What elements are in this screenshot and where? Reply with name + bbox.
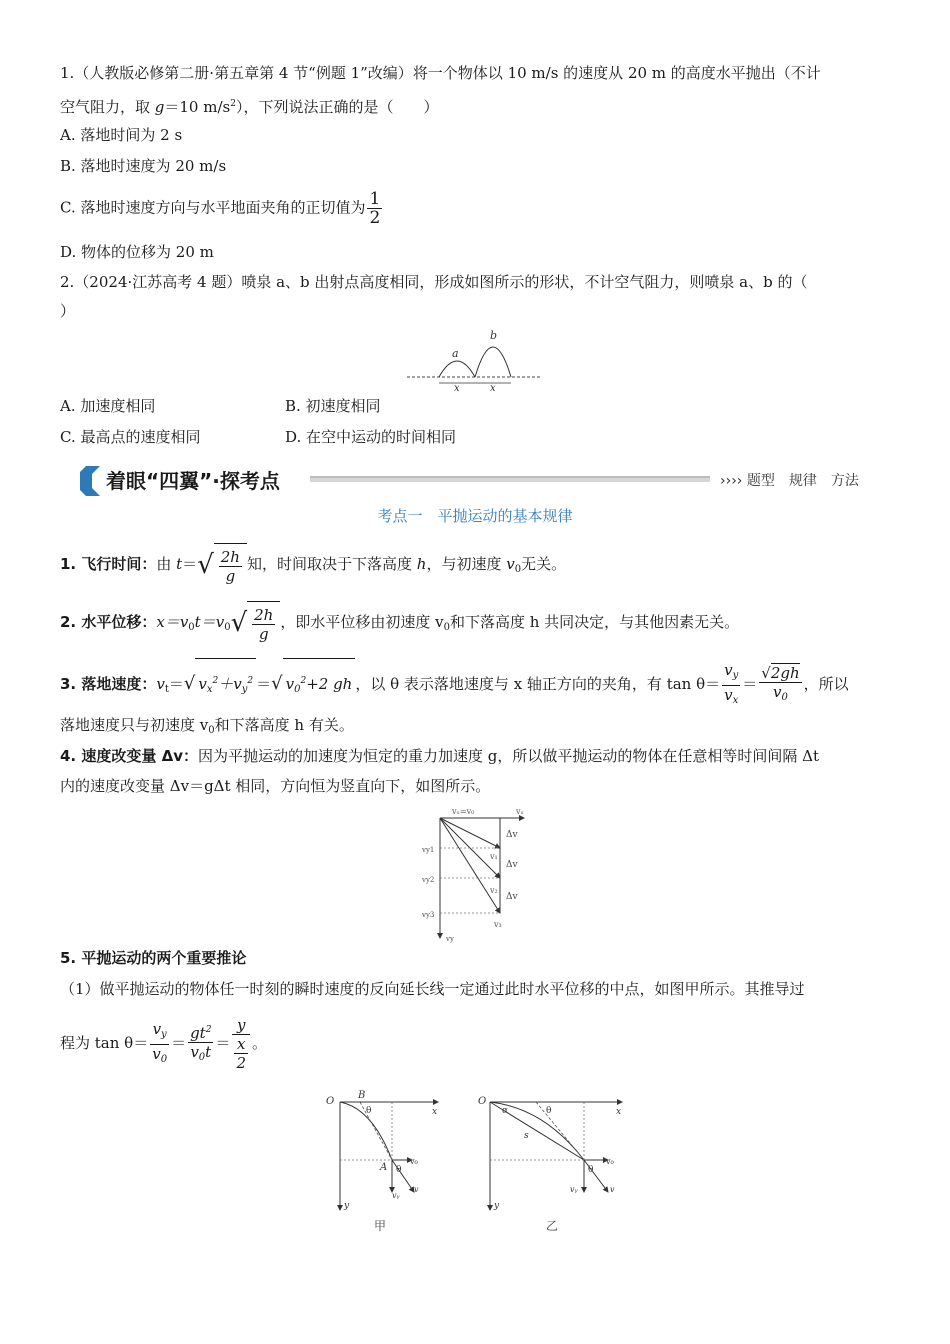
p3-t5: ＝ bbox=[742, 675, 758, 693]
p1-label: 1. 飞行时间： bbox=[60, 555, 157, 573]
p3-line2 bbox=[60, 714, 354, 742]
p4-t1: 因为平抛运动的加速度为恒定的重力加速度 g，所以做平抛运动的物体在任意相等时间间隔 Δt bbox=[197, 747, 819, 765]
label-vy: vᵧ bbox=[392, 1191, 400, 1200]
p3-rad2p: 2 bbox=[300, 676, 307, 686]
p1-t2: 知，时间取决于下落高度 bbox=[246, 555, 417, 573]
label-x1: x bbox=[454, 383, 460, 393]
label-a: a bbox=[452, 347, 459, 360]
label-x: x bbox=[616, 1107, 622, 1117]
p4-line2 bbox=[60, 775, 490, 797]
q1-stem-g: g bbox=[154, 98, 165, 116]
p4-label: 4. 速度改变量 Δv： bbox=[60, 747, 198, 765]
label-theta: θ bbox=[546, 1106, 552, 1116]
p5-l1: （1）做平抛运动的物体任一时刻的瞬时速度的反向延长线一定通过此时水平位移的中点，如图甲所示。其推导过 bbox=[60, 980, 805, 998]
p5-f1ds: 0 bbox=[160, 1053, 168, 1065]
fountain-a-arc bbox=[439, 361, 475, 377]
q2-option-b-text: B. 初速度相同 bbox=[285, 397, 381, 415]
q1-option-d-text: D. 物体的位移为 20 m bbox=[60, 243, 214, 261]
p1-sqrt: √ $\frac{2h}{g}$ bbox=[197, 542, 247, 588]
p5-label: 5. 平抛运动的两个重要推论 bbox=[60, 949, 247, 967]
p3-sqrt2: √ $v_0^2+2$ gh bbox=[271, 658, 355, 712]
q1-option-a[interactable] bbox=[60, 124, 182, 146]
p4-line1 bbox=[60, 745, 819, 767]
label-v: v bbox=[414, 1185, 419, 1194]
label-v: v bbox=[610, 1185, 615, 1194]
q2-option-c[interactable] bbox=[60, 426, 200, 447]
p2-t1: x＝v bbox=[156, 613, 189, 631]
p3-t1: v bbox=[156, 675, 165, 693]
p5-f1d: v bbox=[152, 1044, 161, 1063]
label-dv2: Δv bbox=[506, 860, 518, 870]
p1-var-t: t bbox=[176, 555, 183, 573]
p2-s1: 0 bbox=[188, 622, 195, 633]
p5-line2 bbox=[60, 1012, 267, 1074]
q1-stem-text1: 1.（人教版必修第二册·第五章第 4 节“例题 1”改编）将一个物体以 10 m/s 的速度从 20 m 的高度水平抛出（不计 bbox=[60, 64, 821, 82]
p5-f2dt: t bbox=[205, 1043, 212, 1061]
p3-rad1m: ＋v bbox=[218, 675, 242, 693]
p2-line bbox=[60, 600, 739, 644]
q1-option-b-text: B. 落地时速度为 20 m/s bbox=[60, 157, 227, 175]
q1-option-c[interactable] bbox=[60, 190, 384, 227]
p3-rad2: v bbox=[285, 675, 295, 693]
label-v0: v₀ bbox=[606, 1157, 614, 1166]
q2-stem-text2: ） bbox=[60, 302, 76, 320]
p3-l2: 落地速度只与初速度 v bbox=[60, 716, 209, 734]
q2-option-b[interactable] bbox=[285, 395, 381, 416]
p3-t3: ＝ bbox=[256, 675, 272, 693]
p5-f1ns: y bbox=[161, 1028, 167, 1040]
q2-stem-line2 bbox=[60, 300, 75, 322]
label-theta2: θ bbox=[588, 1165, 594, 1175]
p3-rad2s: 0 bbox=[294, 684, 301, 695]
p5-end: 。 bbox=[252, 1034, 268, 1052]
label-alpha: α bbox=[502, 1106, 509, 1116]
label-v2: v₂ bbox=[490, 886, 498, 895]
banner-bar-edge bbox=[310, 476, 710, 478]
q1-c-den: 2 bbox=[369, 208, 381, 228]
p3-f1d: v bbox=[724, 685, 733, 704]
banner-title: 着眼“四翼”·探考点 bbox=[106, 469, 280, 493]
q2-option-d[interactable] bbox=[285, 426, 456, 447]
label-vy1: vy1 bbox=[422, 846, 435, 854]
p1-frac bbox=[219, 548, 242, 585]
p3-t2: ＝ bbox=[168, 675, 184, 693]
p5-f2d: v bbox=[190, 1043, 199, 1061]
q1-stem-sup: 2 bbox=[230, 99, 236, 109]
q2-option-a-text: A. 加速度相同 bbox=[60, 397, 156, 415]
p3-l2b: 和下落高度 h 有关。 bbox=[214, 716, 354, 734]
p5-f2ds: 0 bbox=[198, 1052, 206, 1063]
q1-option-d[interactable] bbox=[60, 241, 214, 263]
q2-stem-line1 bbox=[60, 271, 808, 293]
p2-t4: 和下落高度 h 共同决定，与其他因素无关。 bbox=[449, 613, 740, 631]
p5-f2np: 2 bbox=[205, 1025, 212, 1035]
label-B: B bbox=[358, 1090, 366, 1101]
label-O: O bbox=[326, 1096, 335, 1107]
figure-caption-yi: 乙 bbox=[546, 1219, 559, 1233]
q2-option-d-text: D. 在空中运动的时间相同 bbox=[285, 428, 457, 446]
p1-h: h bbox=[416, 555, 427, 573]
p3-frac2: $\frac{√2gh}{v_0}$ bbox=[761, 663, 800, 703]
label-y: y bbox=[494, 1201, 500, 1211]
q1-c-num: 1 bbox=[369, 189, 381, 209]
p2-t2: t＝v bbox=[194, 613, 225, 631]
p3-rad2m: +2 gh bbox=[306, 675, 353, 693]
p5-f2n: gt bbox=[190, 1024, 206, 1042]
p5-figure-yi bbox=[474, 1088, 630, 1238]
p5-eq2: ＝ bbox=[215, 1034, 231, 1052]
tangent-extension bbox=[360, 1102, 392, 1160]
p3-f1ds: x bbox=[732, 694, 739, 706]
p1-t1: 由 bbox=[156, 555, 177, 573]
label-A: A bbox=[380, 1162, 388, 1173]
q1-stem-text2a: 空气阻力，取 bbox=[60, 98, 155, 116]
label-b: b bbox=[490, 329, 498, 342]
section-title: 考点一 平抛运动的基本规律 bbox=[377, 507, 573, 525]
p5-frac3 bbox=[232, 1016, 250, 1072]
p3-l2s: 0 bbox=[208, 725, 215, 736]
label-s: s bbox=[524, 1131, 529, 1141]
p2-num: 2h bbox=[254, 606, 274, 625]
q2-option-c-text: C. 最高点的速度相同 bbox=[60, 428, 201, 446]
p5-label-line bbox=[60, 947, 246, 969]
q2-fountain-figure bbox=[405, 325, 545, 393]
banner-right: ›››› 题型 规律 方法 bbox=[720, 473, 859, 489]
p3-f1ns: y bbox=[732, 669, 739, 681]
p3-t6: ，所以 bbox=[803, 675, 849, 693]
p3-sqrt1: √ $v_x^2+v_y^2$ bbox=[184, 658, 256, 712]
p2-label: 2. 水平位移： bbox=[60, 613, 157, 631]
label-O: O bbox=[478, 1096, 487, 1107]
p3-t4: ，以 θ 表示落地速度与 x 轴正方向的夹角，有 tan θ＝ bbox=[355, 675, 721, 693]
p3-rad1s: x bbox=[206, 684, 213, 695]
p5-frac1 bbox=[150, 1020, 169, 1069]
p1-den: g bbox=[225, 567, 236, 586]
label-v1: v₁ bbox=[490, 852, 498, 861]
fountain-b-arc bbox=[475, 347, 511, 377]
q2-option-a[interactable] bbox=[60, 395, 155, 416]
p3-s1: t bbox=[164, 684, 169, 695]
q1-stem-line2 bbox=[60, 93, 438, 118]
p3-f2ds: 0 bbox=[781, 691, 788, 703]
p4-velocity-figure bbox=[420, 803, 540, 943]
p3-f1n: v bbox=[724, 660, 733, 679]
banner-bracket-icon bbox=[80, 466, 100, 496]
label-vx: vₓ bbox=[516, 807, 524, 816]
q1-stem-text2e: ），下列说法正确的是（ ） bbox=[235, 98, 439, 116]
p5-f3dd: 2 bbox=[236, 1054, 247, 1072]
label-vx-v0: vₓ=v₀ bbox=[452, 807, 475, 816]
figure-caption-jia: 甲 bbox=[374, 1219, 387, 1233]
p5-f1n: v bbox=[152, 1019, 162, 1038]
p5-frac2 bbox=[188, 1021, 213, 1067]
label-x: x bbox=[432, 1107, 438, 1117]
label-dv3: Δv bbox=[506, 892, 518, 902]
p2-s3: 0 bbox=[443, 622, 450, 633]
p1-line bbox=[60, 542, 566, 586]
p5-figure-jia bbox=[322, 1088, 450, 1238]
label-vy: vy bbox=[446, 935, 454, 943]
p3-frac1 bbox=[722, 661, 740, 710]
p3-rad1: v bbox=[198, 675, 207, 693]
q1-stem-text2c: ＝10 m/s bbox=[164, 98, 231, 116]
q2-stem-text1: 2.（2024·江苏高考 4 题）喷泉 a、b 出射点高度相同，形成如图所示的形状，不计空气阻力，则喷泉 a、b 的（ bbox=[60, 273, 808, 291]
label-vy2: vy2 bbox=[422, 876, 435, 884]
label-vy: vᵧ bbox=[570, 1185, 578, 1194]
p1-v0sub: 0 bbox=[514, 564, 522, 575]
p1-eq: ＝ bbox=[182, 555, 198, 573]
p2-s2: 0 bbox=[224, 622, 231, 633]
p3-rad1p: 2 bbox=[212, 676, 219, 686]
p5-line1 bbox=[60, 978, 805, 1000]
p5-f3n: y bbox=[232, 1016, 250, 1035]
v3-arrow bbox=[440, 818, 500, 913]
q1-option-c-fraction bbox=[367, 190, 382, 227]
p2-den: g bbox=[258, 625, 269, 644]
p2-sqrt: √ $\frac{2h}{g}$ bbox=[231, 600, 281, 646]
label-theta: θ bbox=[366, 1106, 372, 1116]
p4-l2: 内的速度改变量 Δv＝gΔt 相同，方向恒为竖直向下，如图所示。 bbox=[60, 777, 491, 795]
p1-num: 2h bbox=[220, 548, 240, 567]
label-v0: v₀ bbox=[410, 1157, 418, 1166]
label-dv1: Δv bbox=[506, 830, 518, 840]
label-theta2: θ bbox=[396, 1165, 402, 1175]
p1-t4: 无关。 bbox=[521, 555, 567, 573]
label-x2: x bbox=[490, 383, 496, 393]
p3-rad1s2: y bbox=[241, 684, 248, 695]
p3-f2d: v bbox=[773, 682, 782, 701]
label-v3: v₃ bbox=[494, 920, 502, 929]
label-y: y bbox=[344, 1201, 350, 1211]
p3-line1 bbox=[60, 658, 849, 706]
p1-t3: ，与初速度 bbox=[426, 555, 507, 573]
section-banner bbox=[80, 462, 880, 496]
p1-v0: v bbox=[506, 555, 515, 573]
p5-eq1: ＝ bbox=[171, 1034, 187, 1052]
p3-label: 3. 落地速度： bbox=[60, 675, 157, 693]
q1-option-c-text: C. 落地时速度方向与水平地面夹角的正切值为 bbox=[60, 198, 366, 217]
p2-t3: ，即水平位移由初速度 v bbox=[280, 613, 444, 631]
q1-option-a-text: A. 落地时间为 2 s bbox=[60, 126, 183, 144]
label-vy3: vy3 bbox=[422, 911, 435, 919]
p5-f3dn: x bbox=[234, 1035, 248, 1054]
p3-rad1p2: 2 bbox=[247, 676, 254, 686]
p5-l2a: 程为 tan θ＝ bbox=[60, 1034, 149, 1052]
q1-option-b[interactable] bbox=[60, 155, 226, 177]
p3-f2n: 2gh bbox=[770, 663, 800, 682]
q1-stem-line1 bbox=[60, 62, 821, 84]
p2-frac bbox=[252, 606, 275, 643]
